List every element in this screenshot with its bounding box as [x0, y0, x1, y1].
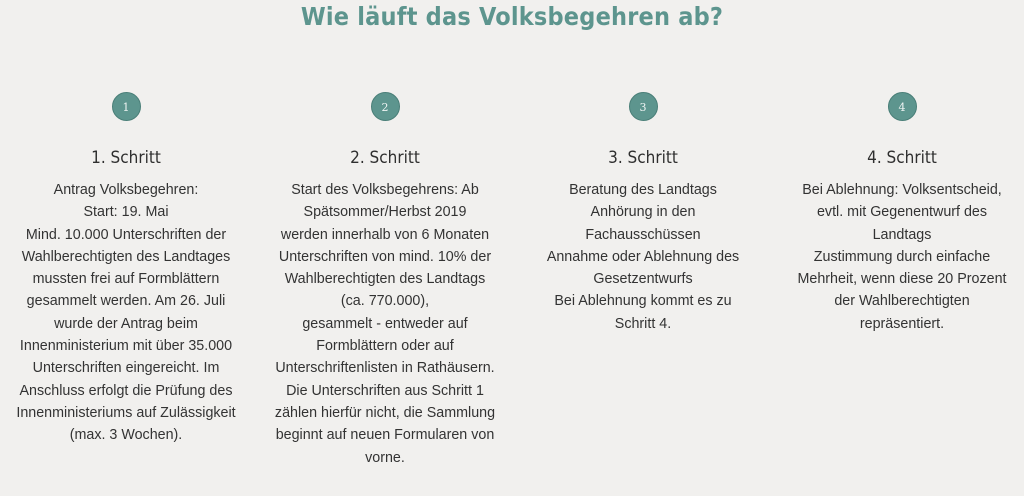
step-text-line: Gesetzentwurfs	[593, 271, 693, 288]
step-text-line: Wahlberechtigten des Landtages	[21, 248, 231, 265]
step-text-line: Unterschriftenlisten in Rathäusern.	[275, 360, 495, 377]
step-text-line: Innenministeriums auf Zulässigkeit	[16, 404, 236, 421]
step-number-badge: 4	[888, 92, 917, 121]
step-3	[521, 92, 765, 335]
step-text-line: Mehrheit, wenn diese 20 Prozent	[797, 271, 1007, 288]
step-text-line: Die Unterschriften aus Schritt 1	[286, 382, 484, 399]
step-1	[4, 92, 248, 447]
step-description	[521, 179, 765, 335]
step-text-line: Wahlberechtigten des Landtags	[284, 271, 486, 288]
step-text-line: Annahme oder Ablehnung des	[546, 248, 740, 265]
step-text-line: wurde der Antrag beim	[54, 315, 198, 332]
step-text-line: Innenministerium mit über 35.000	[19, 338, 233, 355]
step-text-line: Start: 19. Mai	[83, 204, 169, 221]
step-text-line: evtl. mit Gegenentwurf des	[816, 204, 988, 221]
step-title: 3. Schritt	[608, 148, 678, 168]
page-title: Wie läuft das Volksbegehren ab?	[300, 2, 724, 31]
step-text-line: Fachausschüssen	[585, 226, 701, 243]
step-number-badge: 2	[371, 92, 400, 121]
step-number-badge: 3	[629, 92, 658, 121]
step-title: 2. Schritt	[350, 148, 420, 168]
step-text-line: Unterschriften eingereicht. Im	[32, 360, 220, 377]
step-text-line: Mind. 10.000 Unterschriften der	[25, 226, 227, 243]
step-text-line: vorne.	[365, 449, 405, 466]
step-text-line: mussten frei auf Formblättern	[32, 271, 220, 288]
step-text-line: Bei Ablehnung kommt es zu	[554, 293, 732, 310]
step-text-line: Landtags	[872, 226, 932, 243]
step-text-line: der Wahlberechtigten	[834, 293, 970, 310]
step-title: 1. Schritt	[91, 148, 161, 168]
step-number-badge: 1	[112, 92, 141, 121]
step-description	[4, 179, 248, 447]
step-text-line: repräsentiert.	[859, 315, 945, 332]
step-text-line: (ca. 770.000),	[340, 293, 430, 310]
step-2	[263, 92, 507, 469]
step-text-line: Formblättern oder auf	[316, 338, 454, 355]
step-text-line: beginnt auf neuen Formularen von	[275, 427, 495, 444]
step-text-line: Beratung des Landtags	[569, 182, 717, 198]
step-text-line: Anhörung in den	[590, 204, 696, 221]
step-text-line: gesammelt - entweder auf	[302, 315, 468, 332]
step-title: 4. Schritt	[867, 148, 937, 168]
step-text-line: Anschluss erfolgt die Prüfung des	[19, 382, 233, 399]
step-text-line: Schritt 4.	[614, 315, 672, 332]
step-text-line: werden innerhalb von 6 Monaten	[280, 226, 490, 243]
step-text-line: gesammelt werden. Am 26. Juli	[26, 293, 226, 310]
step-text-line: (max. 3 Wochen).	[69, 427, 183, 444]
step-text-line: Antrag Volksbegehren:	[53, 182, 199, 198]
step-text-line: zählen hierfür nicht, die Sammlung	[274, 404, 496, 421]
step-text-line: Start des Volksbegehrens: Ab	[291, 182, 479, 198]
step-text-line: Spätsommer/Herbst 2019	[303, 204, 467, 221]
step-description	[780, 179, 1024, 335]
steps-section	[0, 92, 1024, 492]
step-4	[780, 92, 1024, 335]
step-text-line: Zustimmung durch einfache	[813, 248, 991, 265]
step-text-line: Unterschriften von mind. 10% der	[278, 248, 492, 265]
step-text-line: Bei Ablehnung: Volksentscheid,	[802, 182, 1002, 198]
step-description	[263, 179, 507, 469]
